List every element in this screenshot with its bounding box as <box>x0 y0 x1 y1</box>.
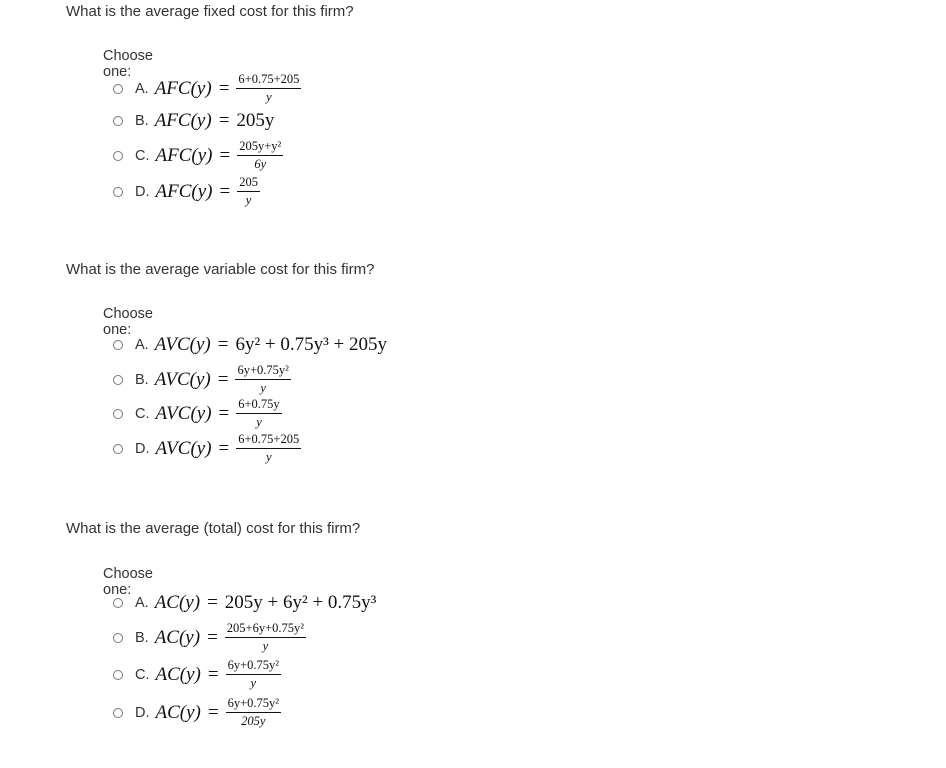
fraction: $\frac{\text{6y+0.75y²}}{205y}$ <box>227 696 280 729</box>
radio-button[interactable] <box>113 116 123 126</box>
option-formula: AVC(y) = $\frac{\text{6y+0.75y²}}{y}$ <box>154 363 289 396</box>
radio-button[interactable] <box>113 633 123 643</box>
option-formula: AFC(y) = $\frac{205}{y}$ <box>155 175 258 208</box>
radio-button[interactable] <box>113 708 123 718</box>
choose-one-label: Choose one: <box>103 48 153 80</box>
radio-button[interactable] <box>113 340 123 350</box>
radio-button[interactable] <box>113 375 123 385</box>
option-letter: B. <box>135 371 149 388</box>
radio-button[interactable] <box>113 151 123 161</box>
option-d[interactable] <box>113 433 301 464</box>
fraction: $\frac{\text{205y+y²}}{6y}$ <box>239 139 282 172</box>
option-c[interactable] <box>113 398 282 429</box>
option-formula: AFC(y) = $\frac{\text{205y+y²}}{6y}$ <box>155 139 282 172</box>
fraction: $\frac{6+0.75+205}{y}$ <box>238 432 300 465</box>
fraction: $\frac{6+0.75+205}{y}$ <box>238 72 300 105</box>
option-b[interactable] <box>113 364 291 395</box>
option-a[interactable] <box>113 334 387 356</box>
radio-button[interactable] <box>113 187 123 197</box>
option-b[interactable] <box>113 622 306 653</box>
fraction: $\frac{205}{y}$ <box>239 175 258 208</box>
option-letter: C. <box>135 405 150 422</box>
question-text: What is the average variable cost for this firm? <box>66 261 375 278</box>
choose-one-label: Choose one: <box>103 306 153 338</box>
option-letter: C. <box>135 147 150 164</box>
option-letter: A. <box>135 595 149 611</box>
fraction: $\frac{\text{6y+0.75y²}}{y}$ <box>227 658 280 691</box>
option-formula: AVC(y) = $\frac{6+0.75y}{y}$ <box>155 397 280 430</box>
option-d[interactable] <box>113 176 260 207</box>
option-formula: AFC(y) = 205y <box>154 110 275 131</box>
option-formula: AVC(y) = 6y² + 0.75y³ + 205y <box>154 334 388 355</box>
option-formula: AC(y) = $\frac{\text{6y+0.75y²}}{205y}$ <box>155 696 280 729</box>
option-formula: AC(y) = 205y + 6y² + 0.75y³ <box>154 592 377 613</box>
option-formula: AC(y) = $\frac{\text{6y+0.75y²}}{y}$ <box>155 658 280 691</box>
option-letter: A. <box>135 337 149 353</box>
option-letter: D. <box>135 704 150 721</box>
radio-button[interactable] <box>113 444 123 454</box>
option-b[interactable] <box>113 110 274 132</box>
option-formula: AC(y) = $\frac{\text{205+6y+0.75y²}}{y}$ <box>154 621 305 654</box>
option-a[interactable] <box>113 592 376 614</box>
option-d[interactable] <box>113 697 281 728</box>
fraction: $\frac{\text{205+6y+0.75y²}}{y}$ <box>226 621 305 654</box>
option-letter: A. <box>135 80 149 97</box>
question-text: What is the average fixed cost for this firm? <box>66 3 354 20</box>
option-a[interactable] <box>113 73 301 104</box>
radio-button[interactable] <box>113 84 123 94</box>
option-c[interactable] <box>113 140 283 171</box>
option-formula: AFC(y) = $\frac{6+0.75+205}{y}$ <box>154 72 300 105</box>
fraction: $\frac{\text{6y+0.75y²}}{y}$ <box>237 363 289 396</box>
option-formula: AVC(y) = $\frac{6+0.75+205}{y}$ <box>155 432 300 465</box>
option-c[interactable] <box>113 659 281 690</box>
option-letter: D. <box>135 183 150 200</box>
option-letter: B. <box>135 629 149 646</box>
option-letter: D. <box>135 440 150 457</box>
option-letter: B. <box>135 113 149 129</box>
radio-button[interactable] <box>113 670 123 680</box>
radio-button[interactable] <box>113 598 123 608</box>
option-letter: C. <box>135 666 150 683</box>
question-text: What is the average (total) cost for this firm? <box>66 520 361 537</box>
fraction: $\frac{6+0.75y}{y}$ <box>238 397 280 430</box>
radio-button[interactable] <box>113 409 123 419</box>
choose-one-label: Choose one: <box>103 566 153 598</box>
